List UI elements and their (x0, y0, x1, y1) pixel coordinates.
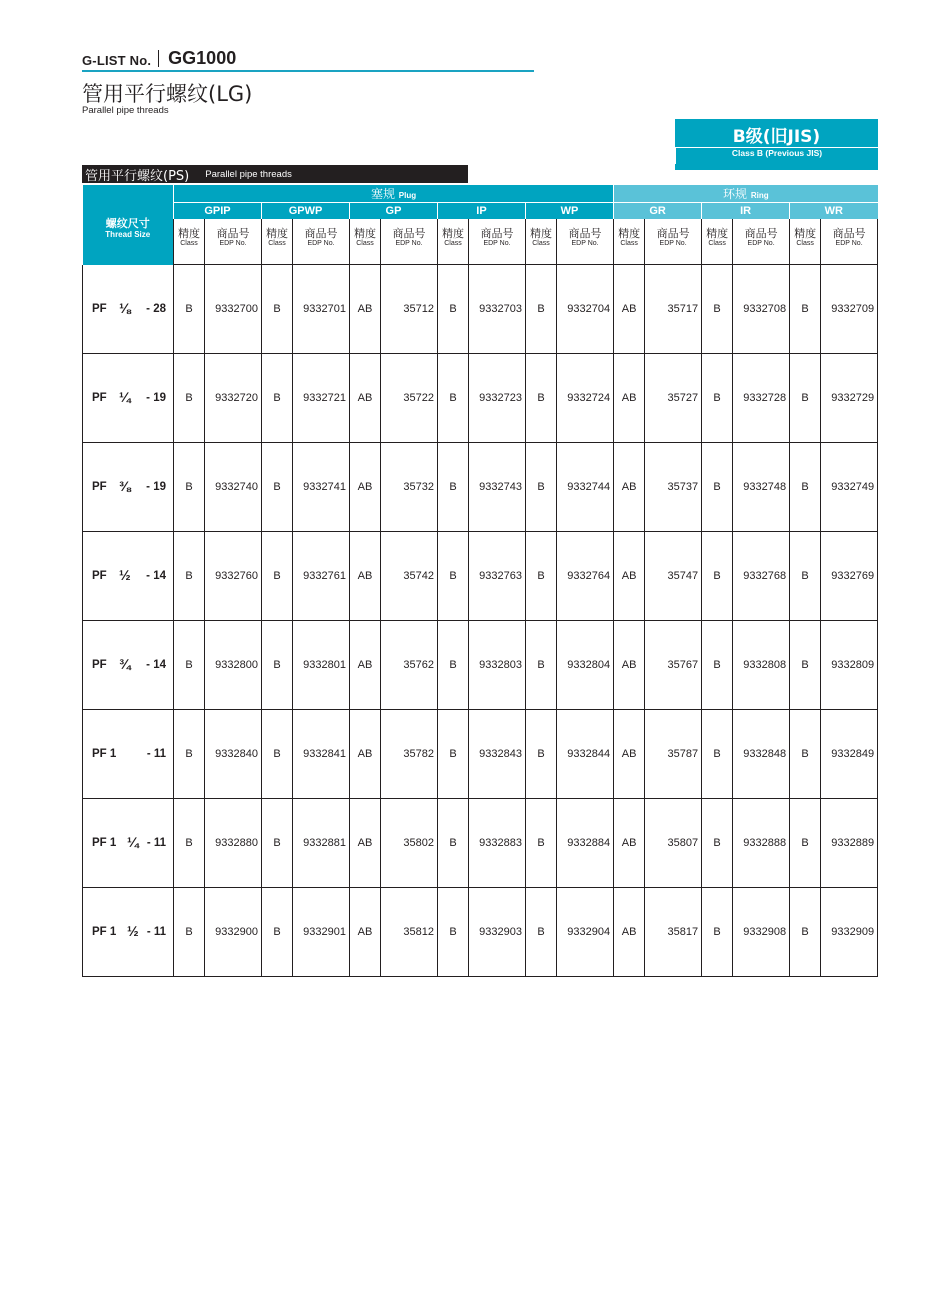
edp-cell: 9332704 (557, 265, 614, 354)
class-cell: B (702, 532, 733, 621)
table-row (83, 710, 878, 799)
edp-header-cn: 商品号 (392, 227, 426, 240)
class-header-cn: 精度 (442, 227, 464, 240)
edp-cell: 9332769 (821, 532, 878, 621)
edp-cell: 9332841 (293, 710, 350, 799)
thread-size-tpi: - 11 (146, 837, 166, 849)
class-cell: B (438, 265, 469, 354)
section-title: 管用平行螺纹(PS) (85, 168, 190, 184)
glist-header (82, 46, 236, 68)
class-header-cn: 精度 (266, 227, 288, 240)
thread-size-fraction: ¾ (119, 656, 131, 672)
thread-size-tpi: - 14 (146, 570, 166, 582)
class-cell: AB (614, 265, 645, 354)
edp-cell: 9332804 (557, 621, 614, 710)
class-header-en: Class (444, 240, 462, 247)
thread-size-prefix: PF (92, 392, 107, 404)
class-cell: B (174, 532, 205, 621)
class-cell: AB (614, 710, 645, 799)
thread-size-cell (83, 888, 174, 977)
edp-cell: 35817 (645, 888, 702, 977)
edp-cell: 9332741 (293, 443, 350, 532)
class-cell: B (526, 354, 557, 443)
edp-column-header (205, 219, 262, 265)
gauge-type-wr: WR (790, 203, 878, 220)
thread-size-fraction: ½ (127, 923, 139, 939)
thread-size-header-cn: 螺纹尺寸 (105, 217, 150, 231)
edp-cell: 9332760 (205, 532, 262, 621)
edp-header-cn: 商品号 (832, 227, 866, 240)
class-cell: B (526, 443, 557, 532)
class-column-header (614, 219, 645, 265)
edp-cell: 9332764 (557, 532, 614, 621)
edp-cell: 9332768 (733, 532, 790, 621)
edp-cell: 9332801 (293, 621, 350, 710)
class-header-cn: 精度 (178, 227, 200, 240)
class-column-header (438, 219, 469, 265)
class-cell: AB (350, 532, 381, 621)
class-cell: B (262, 532, 293, 621)
class-cell: B (702, 799, 733, 888)
edp-cell: 9332844 (557, 710, 614, 799)
edp-column-header (469, 219, 526, 265)
edp-cell: 9332883 (469, 799, 526, 888)
class-header-en: Class (620, 240, 638, 247)
class-cell: B (174, 354, 205, 443)
class-header-cn: 精度 (706, 227, 729, 240)
class-cell: AB (350, 888, 381, 977)
class-cell: AB (350, 354, 381, 443)
thread-size-fraction: ¼ (127, 834, 139, 850)
class-cell: B (174, 265, 205, 354)
edp-cell: 35717 (645, 265, 702, 354)
plug-group-header (174, 185, 614, 203)
class-cell: AB (614, 443, 645, 532)
edp-cell: 9332809 (821, 621, 878, 710)
edp-cell: 35787 (645, 710, 702, 799)
edp-header-en: EDP No. (483, 240, 511, 247)
edp-header-cn: 商品号 (744, 227, 778, 240)
edp-cell: 9332888 (733, 799, 790, 888)
thread-size-prefix: PF (92, 570, 107, 582)
thread-size-tpi: - 14 (146, 659, 166, 671)
edp-cell: 35807 (645, 799, 702, 888)
edp-cell: 9332889 (821, 799, 878, 888)
page-subtitle: Parallel pipe threads (82, 105, 169, 116)
class-cell: B (526, 265, 557, 354)
edp-column-header (733, 219, 790, 265)
gauge-type-gpip: GPIP (174, 203, 262, 220)
edp-column-header (645, 219, 702, 265)
glist-code: GG1000 (168, 48, 237, 68)
class-cell: AB (614, 621, 645, 710)
thread-size-tpi: - 19 (146, 481, 166, 493)
header-divider (158, 50, 159, 67)
thread-size-cell (83, 710, 174, 799)
edp-cell: 9332728 (733, 354, 790, 443)
class-column-header (174, 219, 205, 265)
thread-size-cell (83, 799, 174, 888)
edp-header-cn: 商品号 (216, 227, 250, 240)
edp-cell: 9332840 (205, 710, 262, 799)
class-header-en: Class (708, 240, 726, 247)
class-cell: AB (350, 710, 381, 799)
edp-cell: 9332723 (469, 354, 526, 443)
edp-cell: 35762 (381, 621, 438, 710)
class-header-cn: 精度 (794, 227, 817, 240)
edp-header-en: EDP No. (307, 240, 335, 247)
class-cell: B (526, 532, 557, 621)
gauge-type-gpwp: GPWP (262, 203, 350, 220)
class-cell: B (702, 888, 733, 977)
edp-cell: 35767 (645, 621, 702, 710)
thread-size-cell (83, 532, 174, 621)
class-cell: B (262, 354, 293, 443)
glist-label: G-LIST No. (82, 53, 152, 68)
edp-cell: 35812 (381, 888, 438, 977)
section-subtitle: Parallel pipe threads (205, 168, 292, 180)
gauge-type-gr: GR (614, 203, 702, 220)
class-cell: B (790, 354, 821, 443)
page-title: 管用平行螺纹(LG) (82, 82, 253, 106)
thread-size-prefix: PF 1 (92, 926, 117, 938)
thread-size-prefix: PF 1 (92, 748, 117, 760)
thread-size-prefix: PF 1 (92, 837, 117, 849)
thread-gauge-table (82, 185, 878, 977)
class-cell: AB (614, 354, 645, 443)
thread-size-cell (83, 443, 174, 532)
class-header-en: Class (356, 240, 374, 247)
class-badge-main: B级(旧JIS) (732, 127, 821, 147)
table-row (83, 621, 878, 710)
edp-cell: 9332703 (469, 265, 526, 354)
class-cell: B (702, 443, 733, 532)
thread-size-prefix: PF (92, 302, 107, 315)
class-cell: AB (350, 443, 381, 532)
class-cell: B (702, 621, 733, 710)
edp-cell: 9332901 (293, 888, 350, 977)
class-header-en: Class (268, 240, 286, 247)
thread-size-tpi: - 28 (146, 302, 166, 315)
class-header-en: Class (796, 240, 814, 247)
table-row (83, 532, 878, 621)
edp-column-header (821, 219, 878, 265)
edp-header-en: EDP No. (659, 240, 687, 247)
class-cell: AB (350, 265, 381, 354)
class-cell: B (526, 710, 557, 799)
thread-size-tpi: - 19 (146, 392, 166, 404)
edp-cell: 9332700 (205, 265, 262, 354)
plug-label: 塞规 (370, 187, 395, 201)
edp-cell: 9332884 (557, 799, 614, 888)
class-column-header (350, 219, 381, 265)
gauge-type-ip: IP (438, 203, 526, 220)
class-cell: B (702, 265, 733, 354)
class-cell: AB (350, 621, 381, 710)
edp-column-header (381, 219, 438, 265)
edp-cell: 9332848 (733, 710, 790, 799)
table-row (83, 354, 878, 443)
edp-cell: 9332849 (821, 710, 878, 799)
section-bar (82, 165, 468, 183)
edp-header-cn: 商品号 (480, 227, 514, 240)
edp-cell: 9332721 (293, 354, 350, 443)
header-rule (82, 70, 534, 72)
thread-size-fraction: ¼ (119, 389, 131, 405)
class-cell: B (702, 710, 733, 799)
edp-cell: 35802 (381, 799, 438, 888)
class-cell: B (262, 888, 293, 977)
ring-group-header (614, 185, 878, 203)
class-cell: B (790, 710, 821, 799)
thread-size-tpi: - 11 (146, 748, 166, 760)
class-cell: B (174, 621, 205, 710)
gauge-type-ir: IR (702, 203, 790, 220)
class-cell: B (262, 621, 293, 710)
class-header-en: Class (532, 240, 550, 247)
class-badge (675, 119, 878, 170)
gauge-type-gp: GP (350, 203, 438, 220)
edp-header-cn: 商品号 (656, 227, 690, 240)
edp-cell: 9332909 (821, 888, 878, 977)
class-cell: B (790, 621, 821, 710)
table-row (83, 265, 878, 354)
class-cell: AB (614, 532, 645, 621)
class-cell: B (526, 888, 557, 977)
class-cell: B (262, 443, 293, 532)
edp-cell: 35737 (645, 443, 702, 532)
class-cell: B (262, 710, 293, 799)
class-cell: B (438, 621, 469, 710)
thread-size-tpi: - 11 (146, 926, 166, 938)
edp-header-en: EDP No. (835, 240, 863, 247)
edp-cell: 35732 (381, 443, 438, 532)
class-cell: B (438, 710, 469, 799)
edp-cell: 9332908 (733, 888, 790, 977)
edp-cell: 35722 (381, 354, 438, 443)
class-cell: AB (614, 888, 645, 977)
edp-cell: 9332903 (469, 888, 526, 977)
class-cell: B (526, 621, 557, 710)
edp-cell: 35712 (381, 265, 438, 354)
table-row (83, 443, 878, 532)
edp-cell: 9332761 (293, 532, 350, 621)
class-header-cn: 精度 (354, 227, 376, 240)
edp-header-en: EDP No. (219, 240, 247, 247)
edp-header-en: EDP No. (747, 240, 775, 247)
edp-cell: 35727 (645, 354, 702, 443)
edp-cell: 9332743 (469, 443, 526, 532)
class-cell: B (790, 532, 821, 621)
class-column-header (262, 219, 293, 265)
edp-cell: 9332800 (205, 621, 262, 710)
thread-size-prefix: PF (92, 659, 107, 671)
table-row (83, 888, 878, 977)
class-cell: B (438, 354, 469, 443)
thread-size-header (83, 185, 174, 265)
class-column-header (790, 219, 821, 265)
class-cell: B (438, 532, 469, 621)
thread-size-cell (83, 265, 174, 354)
class-column-header (526, 219, 557, 265)
edp-cell: 9332720 (205, 354, 262, 443)
class-cell: B (790, 799, 821, 888)
edp-cell: 9332744 (557, 443, 614, 532)
class-cell: B (262, 799, 293, 888)
class-cell: B (174, 888, 205, 977)
gauge-type-wp: WP (526, 203, 614, 220)
class-cell: B (438, 443, 469, 532)
thread-size-fraction: ½ (119, 567, 131, 583)
edp-cell: 9332749 (821, 443, 878, 532)
class-cell: B (174, 443, 205, 532)
edp-cell: 9332881 (293, 799, 350, 888)
thread-size-fraction: ⅜ (119, 478, 131, 494)
edp-header-en: EDP No. (395, 240, 423, 247)
class-cell: AB (350, 799, 381, 888)
edp-cell: 9332763 (469, 532, 526, 621)
edp-cell: 9332900 (205, 888, 262, 977)
edp-header-cn: 商品号 (568, 227, 602, 240)
edp-cell: 9332701 (293, 265, 350, 354)
class-header-cn: 精度 (618, 227, 641, 240)
class-cell: B (790, 888, 821, 977)
edp-cell: 9332803 (469, 621, 526, 710)
class-header-en: Class (180, 240, 198, 247)
edp-cell: 9332709 (821, 265, 878, 354)
edp-cell: 9332880 (205, 799, 262, 888)
class-cell: B (790, 443, 821, 532)
thread-size-cell (83, 621, 174, 710)
class-cell: B (262, 265, 293, 354)
edp-cell: 35782 (381, 710, 438, 799)
edp-column-header (557, 219, 614, 265)
edp-cell: 9332729 (821, 354, 878, 443)
class-cell: B (702, 354, 733, 443)
plug-label-en: Plug (398, 191, 417, 200)
edp-cell: 9332708 (733, 265, 790, 354)
edp-header-en: EDP No. (571, 240, 599, 247)
class-column-header (702, 219, 733, 265)
thread-size-header-en: Thread Size (105, 230, 151, 240)
edp-cell: 9332904 (557, 888, 614, 977)
ring-label: 环规 (723, 187, 748, 201)
class-badge-sub: Class B (Previous JIS) (675, 147, 878, 164)
ring-label-en: Ring (750, 191, 769, 200)
class-cell: B (438, 799, 469, 888)
edp-cell: 9332748 (733, 443, 790, 532)
class-cell: B (526, 799, 557, 888)
class-cell: B (174, 799, 205, 888)
table-row (83, 799, 878, 888)
edp-header-cn: 商品号 (304, 227, 338, 240)
edp-column-header (293, 219, 350, 265)
class-cell: AB (614, 799, 645, 888)
thread-size-fraction: ⅛ (119, 299, 131, 316)
class-cell: B (174, 710, 205, 799)
edp-cell: 9332740 (205, 443, 262, 532)
edp-cell: 9332843 (469, 710, 526, 799)
class-header-cn: 精度 (530, 227, 552, 240)
edp-cell: 9332808 (733, 621, 790, 710)
edp-cell: 35747 (645, 532, 702, 621)
edp-cell: 9332724 (557, 354, 614, 443)
class-cell: B (438, 888, 469, 977)
thread-size-prefix: PF (92, 481, 107, 493)
thread-size-cell (83, 354, 174, 443)
edp-cell: 35742 (381, 532, 438, 621)
class-cell: B (790, 265, 821, 354)
